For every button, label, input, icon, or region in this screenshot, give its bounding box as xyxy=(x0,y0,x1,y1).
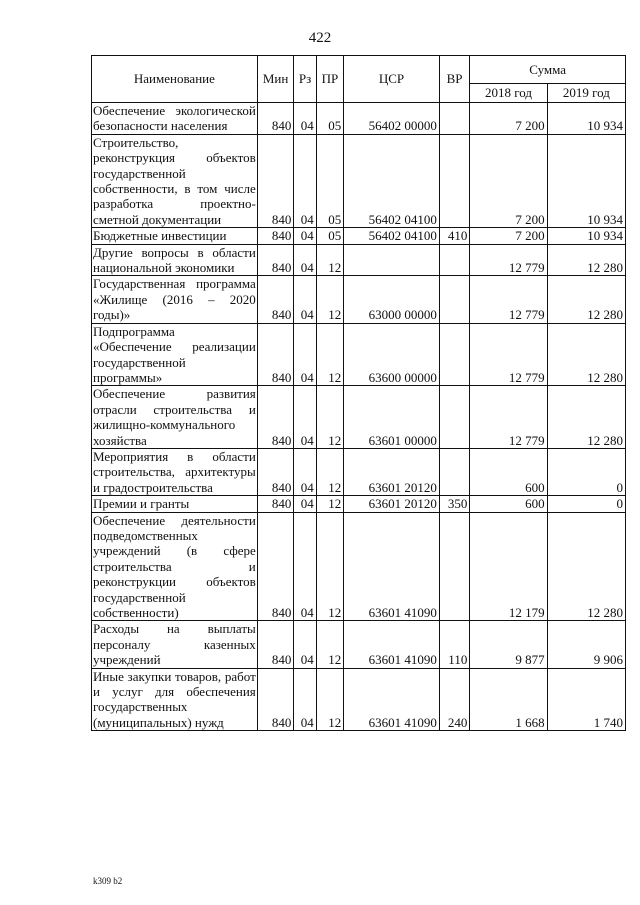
cell-name: Подпрограмма «Обеспечение реализации государственной программы» xyxy=(93,323,256,385)
cell-min: 840 xyxy=(257,103,294,135)
cell-vr xyxy=(439,276,470,323)
cell-y2019: 12 280 xyxy=(547,244,625,276)
cell-csr: 63601 41090 xyxy=(344,668,440,731)
cell-pr: 12 xyxy=(316,448,343,495)
cell-pr: 05 xyxy=(316,228,343,244)
cell-pr: 05 xyxy=(316,134,343,227)
cell-pr: 12 xyxy=(316,512,343,621)
cell-y2018: 7 200 xyxy=(470,103,547,135)
cell-y2019: 9 906 xyxy=(547,621,625,668)
cell-csr: 63000 00000 xyxy=(344,276,440,323)
cell-y2019: 0 xyxy=(547,496,625,512)
cell-name: Обеспечение деятельности подведомственных учреждений (в сфере строительства и реконструкции объектов государственной собственности) xyxy=(93,512,256,620)
cell-min: 840 xyxy=(257,668,294,731)
cell-vr: 110 xyxy=(439,621,470,668)
cell-rz: 04 xyxy=(294,276,316,323)
table-row xyxy=(92,668,626,731)
header-name: Наименование xyxy=(92,56,258,103)
cell-pr: 12 xyxy=(316,668,343,731)
cell-rz: 04 xyxy=(294,668,316,731)
cell-pr: 12 xyxy=(316,244,343,276)
cell-y2018: 7 200 xyxy=(470,134,547,227)
cell-csr: 56402 04100 xyxy=(344,134,440,227)
cell-name: Бюджетные инвестиции xyxy=(92,228,258,244)
cell-csr xyxy=(344,244,440,276)
table-row xyxy=(92,323,626,386)
cell-y2019: 12 280 xyxy=(547,323,625,386)
cell-csr: 63601 20120 xyxy=(344,448,440,495)
table-row xyxy=(92,512,626,621)
cell-min: 840 xyxy=(257,323,294,386)
table-row xyxy=(92,621,626,668)
budget-table xyxy=(91,55,626,731)
page-number: 422 xyxy=(308,30,332,46)
cell-csr: 63601 41090 xyxy=(344,621,440,668)
cell-vr xyxy=(439,448,470,495)
cell-min: 840 xyxy=(257,228,294,244)
cell-min: 840 xyxy=(257,386,294,449)
cell-vr: 240 xyxy=(439,668,470,731)
footer-code: k309 b2 xyxy=(93,876,123,886)
cell-y2019: 12 280 xyxy=(547,386,625,449)
table-row xyxy=(92,448,626,495)
cell-vr xyxy=(439,386,470,449)
header-pr: ПР xyxy=(316,56,343,103)
cell-csr: 63601 20120 xyxy=(344,496,440,512)
cell-min: 840 xyxy=(257,134,294,227)
table-row xyxy=(92,103,626,135)
cell-pr: 12 xyxy=(316,276,343,323)
cell-vr: 350 xyxy=(439,496,470,512)
cell-y2018: 1 668 xyxy=(470,668,547,731)
table-header xyxy=(92,56,626,103)
cell-y2019: 0 xyxy=(547,448,625,495)
cell-min: 840 xyxy=(257,621,294,668)
header-sum: Сумма xyxy=(470,56,626,84)
cell-min: 840 xyxy=(257,448,294,495)
cell-y2019: 12 280 xyxy=(547,512,625,621)
cell-y2018: 9 877 xyxy=(470,621,547,668)
cell-y2018: 600 xyxy=(470,496,547,512)
cell-pr: 12 xyxy=(316,323,343,386)
cell-rz: 04 xyxy=(294,512,316,621)
cell-min: 840 xyxy=(257,512,294,621)
cell-name: Государственная программа «Жилище (2016 – 2020 годы)» xyxy=(93,276,256,323)
cell-vr: 410 xyxy=(439,228,470,244)
cell-y2018: 600 xyxy=(470,448,547,495)
cell-csr: 63601 41090 xyxy=(344,512,440,621)
cell-vr xyxy=(439,512,470,621)
cell-y2019: 1 740 xyxy=(547,668,625,731)
cell-y2018: 7 200 xyxy=(470,228,547,244)
cell-csr: 63601 00000 xyxy=(344,386,440,449)
header-csr: ЦСР xyxy=(344,56,440,103)
cell-pr: 12 xyxy=(316,386,343,449)
cell-y2019: 12 280 xyxy=(547,276,625,323)
cell-rz: 04 xyxy=(294,621,316,668)
cell-pr: 12 xyxy=(316,621,343,668)
cell-y2019: 10 934 xyxy=(547,228,625,244)
cell-rz: 04 xyxy=(294,103,316,135)
cell-rz: 04 xyxy=(294,496,316,512)
cell-csr: 63600 00000 xyxy=(344,323,440,386)
cell-y2019: 10 934 xyxy=(547,103,625,135)
table-row xyxy=(92,244,626,276)
table-row xyxy=(92,134,626,227)
cell-name: Обеспечение развития отрасли строительства и жилищно-коммунального хозяйства xyxy=(93,386,256,448)
header-rz: Рз xyxy=(294,56,316,103)
cell-name: Обеспечение экологической безопасности населения xyxy=(93,103,256,134)
cell-csr: 56402 04100 xyxy=(344,228,440,244)
cell-pr: 05 xyxy=(316,103,343,135)
cell-rz: 04 xyxy=(294,386,316,449)
cell-name: Иные закупки товаров, работ и услуг для обеспечения государственных (муниципальных) нужд xyxy=(93,668,256,730)
cell-csr: 56402 00000 xyxy=(344,103,440,135)
header-vr: ВР xyxy=(439,56,470,103)
cell-rz: 04 xyxy=(294,323,316,386)
cell-rz: 04 xyxy=(294,228,316,244)
cell-name: Расходы на выплаты персоналу казенных учреждений xyxy=(93,621,256,668)
table-row xyxy=(92,386,626,449)
cell-y2018: 12 179 xyxy=(470,512,547,621)
table-body xyxy=(92,103,626,731)
cell-name: Другие вопросы в области национальной экономики xyxy=(93,244,256,276)
header-2018: 2018 год xyxy=(470,84,547,103)
cell-vr xyxy=(439,323,470,386)
cell-min: 840 xyxy=(257,496,294,512)
cell-vr xyxy=(439,134,470,227)
cell-y2018: 12 779 xyxy=(470,276,547,323)
cell-pr: 12 xyxy=(316,496,343,512)
table-row xyxy=(92,228,626,244)
cell-min: 840 xyxy=(257,276,294,323)
table-row xyxy=(92,496,626,512)
cell-min: 840 xyxy=(257,244,294,276)
cell-rz: 04 xyxy=(294,134,316,227)
cell-name: Премии и гранты xyxy=(92,496,258,512)
cell-name: Мероприятия в области строительства, архитектуры и градостроительства xyxy=(93,448,256,495)
header-min: Мин xyxy=(257,56,294,103)
cell-rz: 04 xyxy=(294,244,316,276)
header-2019: 2019 год xyxy=(547,84,625,103)
cell-name: Строительство, реконструкция объектов государственной собственности, в том числе разработка проектно-сметной документации xyxy=(93,134,256,227)
cell-rz: 04 xyxy=(294,448,316,495)
cell-y2018: 12 779 xyxy=(470,386,547,449)
cell-y2019: 10 934 xyxy=(547,134,625,227)
cell-vr xyxy=(439,244,470,276)
table-row xyxy=(92,276,626,323)
cell-y2018: 12 779 xyxy=(470,244,547,276)
cell-y2018: 12 779 xyxy=(470,323,547,386)
cell-vr xyxy=(439,103,470,135)
